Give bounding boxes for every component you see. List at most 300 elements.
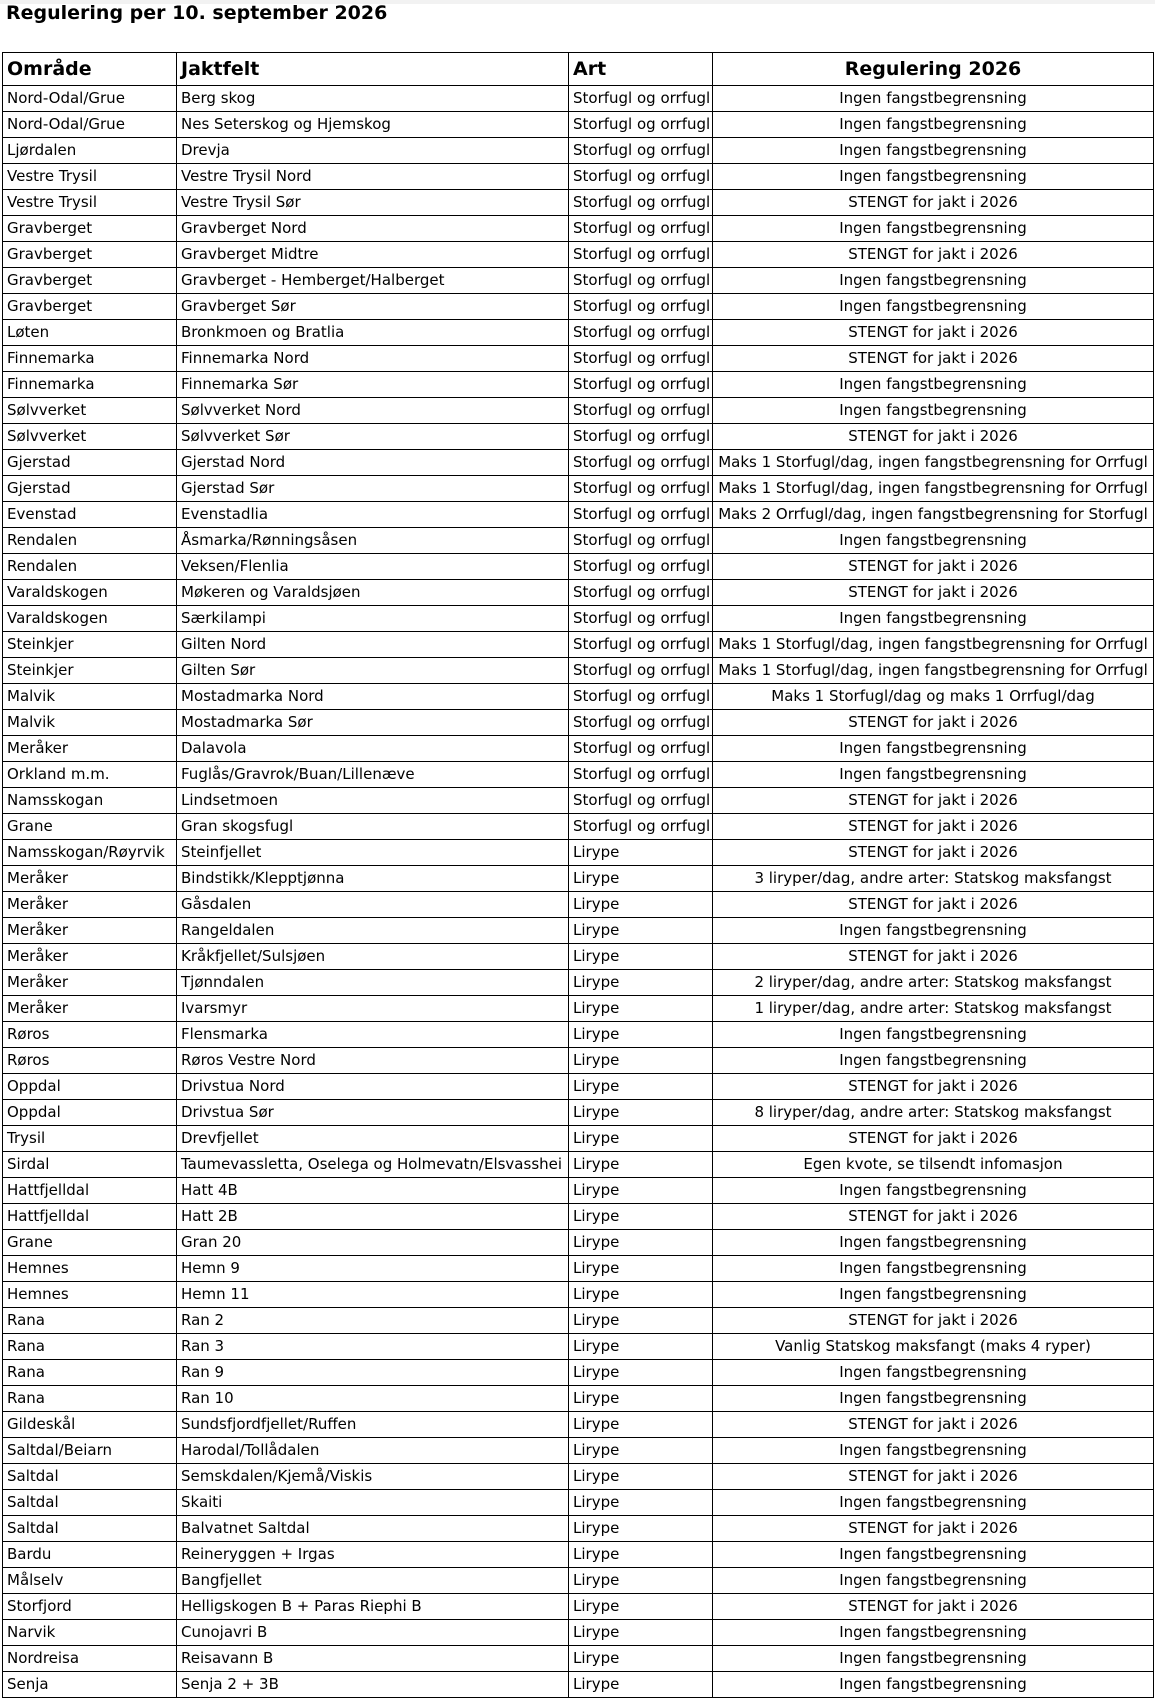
cell-regulering: Maks 1 Storfugl/dag, ingen fangstbegrensning for Orrfugl xyxy=(713,632,1154,658)
cell-regulering: Egen kvote, se tilsendt infomasjon xyxy=(713,1152,1154,1178)
cell-regulering: STENGT for jakt i 2026 xyxy=(713,320,1154,346)
cell-omrade: Sirdal xyxy=(3,1152,177,1178)
cell-jaktfelt: Ran 2 xyxy=(177,1308,569,1334)
cell-regulering: STENGT for jakt i 2026 xyxy=(713,1074,1154,1100)
cell-jaktfelt: Ivarsmyr xyxy=(177,996,569,1022)
cell-jaktfelt: Drivstua Sør xyxy=(177,1100,569,1126)
cell-regulering: STENGT for jakt i 2026 xyxy=(713,1204,1154,1230)
cell-regulering: STENGT for jakt i 2026 xyxy=(713,580,1154,606)
cell-jaktfelt: Finnemarka Nord xyxy=(177,346,569,372)
cell-jaktfelt: Sundsfjordfjellet/Ruffen xyxy=(177,1412,569,1438)
table-row xyxy=(3,294,1154,320)
cell-art: Storfugl og orrfugl xyxy=(569,294,713,320)
table-row xyxy=(3,1386,1154,1412)
cell-art: Lirype xyxy=(569,1490,713,1516)
cell-omrade: Oppdal xyxy=(3,1074,177,1100)
cell-jaktfelt: Hatt 4B xyxy=(177,1178,569,1204)
cell-art: Storfugl og orrfugl xyxy=(569,814,713,840)
cell-regulering: Ingen fangstbegrensning xyxy=(713,1490,1154,1516)
cell-regulering: Ingen fangstbegrensning xyxy=(713,762,1154,788)
cell-regulering: Maks 2 Orrfugl/dag, ingen fangstbegrensning for Storfugl xyxy=(713,502,1154,528)
table-row xyxy=(3,1594,1154,1620)
cell-jaktfelt: Bindstikk/Klepptjønna xyxy=(177,866,569,892)
cell-regulering: Ingen fangstbegrensning xyxy=(713,138,1154,164)
cell-omrade: Malvik xyxy=(3,684,177,710)
cell-jaktfelt: Flensmarka xyxy=(177,1022,569,1048)
table-row xyxy=(3,502,1154,528)
cell-jaktfelt: Drevfjellet xyxy=(177,1126,569,1152)
cell-art: Lirype xyxy=(569,1282,713,1308)
cell-omrade: Nordreisa xyxy=(3,1646,177,1672)
cell-jaktfelt: Vestre Trysil Nord xyxy=(177,164,569,190)
cell-art: Lirype xyxy=(569,1438,713,1464)
cell-regulering: Maks 1 Storfugl/dag og maks 1 Orrfugl/dag xyxy=(713,684,1154,710)
cell-regulering: STENGT for jakt i 2026 xyxy=(713,1126,1154,1152)
cell-omrade: Gravberget xyxy=(3,294,177,320)
cell-regulering: Ingen fangstbegrensning xyxy=(713,294,1154,320)
table-row xyxy=(3,892,1154,918)
cell-jaktfelt: Gravberget Midtre xyxy=(177,242,569,268)
cell-omrade: Gildeskål xyxy=(3,1412,177,1438)
cell-omrade: Grane xyxy=(3,1230,177,1256)
cell-art: Lirype xyxy=(569,1516,713,1542)
cell-jaktfelt: Dalavola xyxy=(177,736,569,762)
cell-omrade: Orkland m.m. xyxy=(3,762,177,788)
table-row xyxy=(3,1178,1154,1204)
cell-omrade: Hattfjelldal xyxy=(3,1204,177,1230)
cell-art: Lirype xyxy=(569,1464,713,1490)
cell-jaktfelt: Berg skog xyxy=(177,86,569,112)
cell-jaktfelt: Gravberget - Hemberget/Halberget xyxy=(177,268,569,294)
cell-regulering: STENGT for jakt i 2026 xyxy=(713,788,1154,814)
cell-omrade: Rana xyxy=(3,1334,177,1360)
table-row xyxy=(3,1126,1154,1152)
cell-jaktfelt: Gåsdalen xyxy=(177,892,569,918)
cell-jaktfelt: Reisavann B xyxy=(177,1646,569,1672)
cell-omrade: Meråker xyxy=(3,866,177,892)
cell-art: Lirype xyxy=(569,1542,713,1568)
cell-omrade: Varaldskogen xyxy=(3,580,177,606)
cell-regulering: 8 liryper/dag, andre arter: Statskog maksfangst xyxy=(713,1100,1154,1126)
cell-regulering: Ingen fangstbegrensning xyxy=(713,1178,1154,1204)
table-row xyxy=(3,528,1154,554)
cell-jaktfelt: Evenstadlia xyxy=(177,502,569,528)
cell-art: Storfugl og orrfugl xyxy=(569,190,713,216)
cell-omrade: Meråker xyxy=(3,736,177,762)
cell-regulering: Ingen fangstbegrensning xyxy=(713,372,1154,398)
table-row xyxy=(3,1672,1154,1698)
table-row xyxy=(3,736,1154,762)
cell-art: Lirype xyxy=(569,944,713,970)
cell-art: Storfugl og orrfugl xyxy=(569,112,713,138)
cell-art: Lirype xyxy=(569,892,713,918)
cell-omrade: Røros xyxy=(3,1022,177,1048)
cell-omrade: Saltdal xyxy=(3,1516,177,1542)
cell-jaktfelt: Ran 10 xyxy=(177,1386,569,1412)
cell-regulering: STENGT for jakt i 2026 xyxy=(713,840,1154,866)
cell-regulering: Ingen fangstbegrensning xyxy=(713,1620,1154,1646)
table-row xyxy=(3,450,1154,476)
cell-art: Storfugl og orrfugl xyxy=(569,398,713,424)
cell-regulering: STENGT for jakt i 2026 xyxy=(713,892,1154,918)
table-row xyxy=(3,970,1154,996)
cell-omrade: Hemnes xyxy=(3,1256,177,1282)
cell-art: Lirype xyxy=(569,866,713,892)
cell-omrade: Meråker xyxy=(3,892,177,918)
cell-jaktfelt: Gravberget Sør xyxy=(177,294,569,320)
cell-jaktfelt: Gilten Sør xyxy=(177,658,569,684)
cell-regulering: Ingen fangstbegrensning xyxy=(713,86,1154,112)
cell-art: Storfugl og orrfugl xyxy=(569,632,713,658)
cell-regulering: Ingen fangstbegrensning xyxy=(713,918,1154,944)
cell-regulering: STENGT for jakt i 2026 xyxy=(713,242,1154,268)
cell-art: Lirype xyxy=(569,1334,713,1360)
cell-regulering: Maks 1 Storfugl/dag, ingen fangstbegrensning for Orrfugl xyxy=(713,658,1154,684)
cell-omrade: Meråker xyxy=(3,996,177,1022)
cell-jaktfelt: Cunojavri B xyxy=(177,1620,569,1646)
table-row xyxy=(3,1568,1154,1594)
table-row xyxy=(3,1048,1154,1074)
cell-jaktfelt: Tjønndalen xyxy=(177,970,569,996)
cell-regulering: Ingen fangstbegrensning xyxy=(713,1282,1154,1308)
table-row xyxy=(3,346,1154,372)
cell-jaktfelt: Balvatnet Saltdal xyxy=(177,1516,569,1542)
table-row xyxy=(3,762,1154,788)
cell-jaktfelt: Steinfjellet xyxy=(177,840,569,866)
table-row xyxy=(3,138,1154,164)
cell-regulering: STENGT for jakt i 2026 xyxy=(713,1412,1154,1438)
cell-omrade: Trysil xyxy=(3,1126,177,1152)
cell-regulering: Ingen fangstbegrensning xyxy=(713,1386,1154,1412)
cell-jaktfelt: Hatt 2B xyxy=(177,1204,569,1230)
cell-art: Storfugl og orrfugl xyxy=(569,138,713,164)
table-row xyxy=(3,1542,1154,1568)
cell-art: Storfugl og orrfugl xyxy=(569,684,713,710)
cell-omrade: Hemnes xyxy=(3,1282,177,1308)
cell-jaktfelt: Gran 20 xyxy=(177,1230,569,1256)
cell-regulering: 1 liryper/dag, andre arter: Statskog maksfangst xyxy=(713,996,1154,1022)
table-row xyxy=(3,1022,1154,1048)
table-row xyxy=(3,1204,1154,1230)
cell-regulering: STENGT for jakt i 2026 xyxy=(713,710,1154,736)
cell-regulering: Ingen fangstbegrensning xyxy=(713,164,1154,190)
cell-omrade: Gravberget xyxy=(3,268,177,294)
table-row xyxy=(3,372,1154,398)
cell-jaktfelt: Ran 9 xyxy=(177,1360,569,1386)
cell-jaktfelt: Lindsetmoen xyxy=(177,788,569,814)
table-row xyxy=(3,190,1154,216)
cell-omrade: Nord-Odal/Grue xyxy=(3,86,177,112)
cell-regulering: Ingen fangstbegrensning xyxy=(713,1022,1154,1048)
page-title: Regulering per 10. september 2026 xyxy=(6,2,388,24)
table-row xyxy=(3,268,1154,294)
cell-regulering: Ingen fangstbegrensning xyxy=(713,1672,1154,1698)
cell-art: Lirype xyxy=(569,1256,713,1282)
cell-jaktfelt: Rangeldalen xyxy=(177,918,569,944)
cell-regulering: Ingen fangstbegrensning xyxy=(713,1230,1154,1256)
cell-regulering: STENGT for jakt i 2026 xyxy=(713,944,1154,970)
cell-art: Storfugl og orrfugl xyxy=(569,606,713,632)
cell-omrade: Steinkjer xyxy=(3,658,177,684)
cell-omrade: Sølvverket xyxy=(3,398,177,424)
table-row xyxy=(3,476,1154,502)
cell-omrade: Gjerstad xyxy=(3,476,177,502)
cell-art: Lirype xyxy=(569,1412,713,1438)
cell-art: Lirype xyxy=(569,1360,713,1386)
cell-omrade: Finnemarka xyxy=(3,346,177,372)
cell-jaktfelt: Sølvverket Nord xyxy=(177,398,569,424)
table-row xyxy=(3,684,1154,710)
cell-jaktfelt: Vestre Trysil Sør xyxy=(177,190,569,216)
cell-art: Lirype xyxy=(569,1386,713,1412)
table-row xyxy=(3,1646,1154,1672)
cell-jaktfelt: Gjerstad Sør xyxy=(177,476,569,502)
cell-jaktfelt: Bronkmoen og Bratlia xyxy=(177,320,569,346)
cell-omrade: Saltdal/Beiarn xyxy=(3,1438,177,1464)
table-row xyxy=(3,1516,1154,1542)
header-regulering: Regulering 2026 xyxy=(713,53,1154,86)
cell-regulering: Ingen fangstbegrensning xyxy=(713,268,1154,294)
cell-omrade: Senja xyxy=(3,1672,177,1698)
cell-art: Lirype xyxy=(569,1074,713,1100)
cell-art: Storfugl og orrfugl xyxy=(569,372,713,398)
table-row xyxy=(3,944,1154,970)
cell-jaktfelt: Sølvverket Sør xyxy=(177,424,569,450)
cell-art: Lirype xyxy=(569,1672,713,1698)
cell-art: Lirype xyxy=(569,918,713,944)
cell-omrade: Saltdal xyxy=(3,1464,177,1490)
table-row xyxy=(3,1308,1154,1334)
cell-regulering: Ingen fangstbegrensning xyxy=(713,1048,1154,1074)
cell-omrade: Meråker xyxy=(3,918,177,944)
cell-regulering: STENGT for jakt i 2026 xyxy=(713,190,1154,216)
table-row xyxy=(3,606,1154,632)
cell-omrade: Evenstad xyxy=(3,502,177,528)
cell-regulering: Ingen fangstbegrensning xyxy=(713,1542,1154,1568)
table-row xyxy=(3,580,1154,606)
cell-omrade: Steinkjer xyxy=(3,632,177,658)
cell-jaktfelt: Åsmarka/Rønningsåsen xyxy=(177,528,569,554)
cell-jaktfelt: Gilten Nord xyxy=(177,632,569,658)
cell-jaktfelt: Senja 2 + 3B xyxy=(177,1672,569,1698)
cell-jaktfelt: Drevja xyxy=(177,138,569,164)
cell-art: Lirype xyxy=(569,1646,713,1672)
cell-omrade: Ljørdalen xyxy=(3,138,177,164)
cell-omrade: Storfjord xyxy=(3,1594,177,1620)
cell-jaktfelt: Hemn 11 xyxy=(177,1282,569,1308)
cell-regulering: Ingen fangstbegrensning xyxy=(713,1360,1154,1386)
cell-omrade: Nord-Odal/Grue xyxy=(3,112,177,138)
cell-art: Storfugl og orrfugl xyxy=(569,320,713,346)
cell-art: Storfugl og orrfugl xyxy=(569,554,713,580)
cell-omrade: Sølvverket xyxy=(3,424,177,450)
table-row xyxy=(3,1334,1154,1360)
cell-regulering: Ingen fangstbegrensning xyxy=(713,1438,1154,1464)
cell-jaktfelt: Hemn 9 xyxy=(177,1256,569,1282)
cell-omrade: Målselv xyxy=(3,1568,177,1594)
cell-omrade: Varaldskogen xyxy=(3,606,177,632)
cell-jaktfelt: Drivstua Nord xyxy=(177,1074,569,1100)
cell-jaktfelt: Taumevassletta, Oselega og Holmevatn/Elsvasshei xyxy=(177,1152,569,1178)
cell-art: Storfugl og orrfugl xyxy=(569,502,713,528)
table-row xyxy=(3,814,1154,840)
cell-art: Lirype xyxy=(569,1126,713,1152)
cell-omrade: Grane xyxy=(3,814,177,840)
cell-jaktfelt: Reineryggen + Irgas xyxy=(177,1542,569,1568)
cell-regulering: 2 liryper/dag, andre arter: Statskog maksfangst xyxy=(713,970,1154,996)
cell-regulering: 3 liryper/dag, andre arter: Statskog maksfangst xyxy=(713,866,1154,892)
cell-art: Lirype xyxy=(569,1048,713,1074)
cell-omrade: Meråker xyxy=(3,944,177,970)
cell-art: Lirype xyxy=(569,1152,713,1178)
regulation-table xyxy=(2,52,1154,1698)
table-row xyxy=(3,216,1154,242)
cell-jaktfelt: Mostadmarka Sør xyxy=(177,710,569,736)
cell-jaktfelt: Møkeren og Varaldsjøen xyxy=(177,580,569,606)
table-row xyxy=(3,398,1154,424)
cell-art: Lirype xyxy=(569,840,713,866)
cell-art: Lirype xyxy=(569,996,713,1022)
cell-art: Storfugl og orrfugl xyxy=(569,762,713,788)
cell-art: Storfugl og orrfugl xyxy=(569,164,713,190)
cell-omrade: Malvik xyxy=(3,710,177,736)
cell-regulering: Maks 1 Storfugl/dag, ingen fangstbegrensning for Orrfugl xyxy=(713,476,1154,502)
cell-omrade: Namsskogan/Røyrvik xyxy=(3,840,177,866)
cell-regulering: STENGT for jakt i 2026 xyxy=(713,346,1154,372)
cell-art: Storfugl og orrfugl xyxy=(569,476,713,502)
cell-art: Storfugl og orrfugl xyxy=(569,346,713,372)
cell-art: Storfugl og orrfugl xyxy=(569,658,713,684)
cell-jaktfelt: Nes Seterskog og Hjemskog xyxy=(177,112,569,138)
table-row xyxy=(3,1282,1154,1308)
cell-regulering: Maks 1 Storfugl/dag, ingen fangstbegrensning for Orrfugl xyxy=(713,450,1154,476)
cell-art: Lirype xyxy=(569,970,713,996)
header-jaktfelt: Jaktfelt xyxy=(177,53,569,86)
cell-omrade: Rana xyxy=(3,1386,177,1412)
cell-jaktfelt: Gravberget Nord xyxy=(177,216,569,242)
cell-jaktfelt: Helligskogen B + Paras Riephi B xyxy=(177,1594,569,1620)
cell-regulering: STENGT for jakt i 2026 xyxy=(713,814,1154,840)
table-row xyxy=(3,554,1154,580)
cell-art: Storfugl og orrfugl xyxy=(569,710,713,736)
cell-jaktfelt: Skaiti xyxy=(177,1490,569,1516)
cell-regulering: STENGT for jakt i 2026 xyxy=(713,554,1154,580)
table-row xyxy=(3,840,1154,866)
table-row xyxy=(3,632,1154,658)
table-row xyxy=(3,1100,1154,1126)
cell-art: Lirype xyxy=(569,1568,713,1594)
table-row xyxy=(3,996,1154,1022)
cell-regulering: Ingen fangstbegrensning xyxy=(713,216,1154,242)
table-row xyxy=(3,1464,1154,1490)
cell-regulering: STENGT for jakt i 2026 xyxy=(713,1516,1154,1542)
cell-jaktfelt: Bangfjellet xyxy=(177,1568,569,1594)
cell-jaktfelt: Gran skogsfugl xyxy=(177,814,569,840)
table-row xyxy=(3,1412,1154,1438)
table-row xyxy=(3,424,1154,450)
cell-jaktfelt: Gjerstad Nord xyxy=(177,450,569,476)
table-row xyxy=(3,710,1154,736)
cell-regulering: Ingen fangstbegrensning xyxy=(713,1256,1154,1282)
cell-art: Lirype xyxy=(569,1022,713,1048)
cell-omrade: Rana xyxy=(3,1308,177,1334)
table-row xyxy=(3,1490,1154,1516)
cell-regulering: Ingen fangstbegrensning xyxy=(713,736,1154,762)
table-row xyxy=(3,658,1154,684)
cell-art: Lirype xyxy=(569,1308,713,1334)
cell-art: Storfugl og orrfugl xyxy=(569,528,713,554)
cell-art: Lirype xyxy=(569,1204,713,1230)
cell-jaktfelt: Fuglås/Gravrok/Buan/Lillenæve xyxy=(177,762,569,788)
header-art: Art xyxy=(569,53,713,86)
table-body xyxy=(3,86,1154,1698)
cell-jaktfelt: Veksen/Flenlia xyxy=(177,554,569,580)
cell-art: Lirype xyxy=(569,1594,713,1620)
cell-art: Lirype xyxy=(569,1620,713,1646)
cell-omrade: Saltdal xyxy=(3,1490,177,1516)
cell-regulering: Ingen fangstbegrensning xyxy=(713,1568,1154,1594)
cell-omrade: Hattfjelldal xyxy=(3,1178,177,1204)
cell-regulering: Ingen fangstbegrensning xyxy=(713,398,1154,424)
cell-art: Storfugl og orrfugl xyxy=(569,424,713,450)
cell-jaktfelt: Harodal/Tollådalen xyxy=(177,1438,569,1464)
cell-art: Storfugl og orrfugl xyxy=(569,788,713,814)
cell-art: Storfugl og orrfugl xyxy=(569,242,713,268)
table-row xyxy=(3,164,1154,190)
cell-jaktfelt: Kråkfjellet/Sulsjøen xyxy=(177,944,569,970)
cell-omrade: Gravberget xyxy=(3,216,177,242)
table-row xyxy=(3,1230,1154,1256)
cell-omrade: Oppdal xyxy=(3,1100,177,1126)
header-row xyxy=(3,53,1154,86)
table-row xyxy=(3,1152,1154,1178)
cell-art: Storfugl og orrfugl xyxy=(569,86,713,112)
cell-omrade: Meråker xyxy=(3,970,177,996)
cell-omrade: Namsskogan xyxy=(3,788,177,814)
cell-omrade: Vestre Trysil xyxy=(3,164,177,190)
table-row xyxy=(3,1620,1154,1646)
table-row xyxy=(3,1438,1154,1464)
cell-art: Storfugl og orrfugl xyxy=(569,268,713,294)
cell-jaktfelt: Mostadmarka Nord xyxy=(177,684,569,710)
cell-jaktfelt: Semskdalen/Kjemå/Viskis xyxy=(177,1464,569,1490)
cell-regulering: STENGT for jakt i 2026 xyxy=(713,1464,1154,1490)
cell-omrade: Løten xyxy=(3,320,177,346)
cell-omrade: Gravberget xyxy=(3,242,177,268)
cell-omrade: Bardu xyxy=(3,1542,177,1568)
cell-omrade: Rendalen xyxy=(3,528,177,554)
cell-regulering: Vanlig Statskog maksfangt (maks 4 ryper) xyxy=(713,1334,1154,1360)
cell-jaktfelt: Finnemarka Sør xyxy=(177,372,569,398)
table-row xyxy=(3,1074,1154,1100)
table-row xyxy=(3,788,1154,814)
cell-regulering: Ingen fangstbegrensning xyxy=(713,528,1154,554)
table-row xyxy=(3,112,1154,138)
table-row xyxy=(3,918,1154,944)
table-row xyxy=(3,320,1154,346)
cell-regulering: Ingen fangstbegrensning xyxy=(713,112,1154,138)
table-row xyxy=(3,242,1154,268)
cell-art: Storfugl og orrfugl xyxy=(569,216,713,242)
cell-regulering: STENGT for jakt i 2026 xyxy=(713,1594,1154,1620)
cell-art: Storfugl og orrfugl xyxy=(569,580,713,606)
cell-omrade: Røros xyxy=(3,1048,177,1074)
cell-art: Lirype xyxy=(569,1178,713,1204)
table-row xyxy=(3,1360,1154,1386)
cell-regulering: Ingen fangstbegrensning xyxy=(713,1646,1154,1672)
cell-jaktfelt: Røros Vestre Nord xyxy=(177,1048,569,1074)
table-row xyxy=(3,1256,1154,1282)
